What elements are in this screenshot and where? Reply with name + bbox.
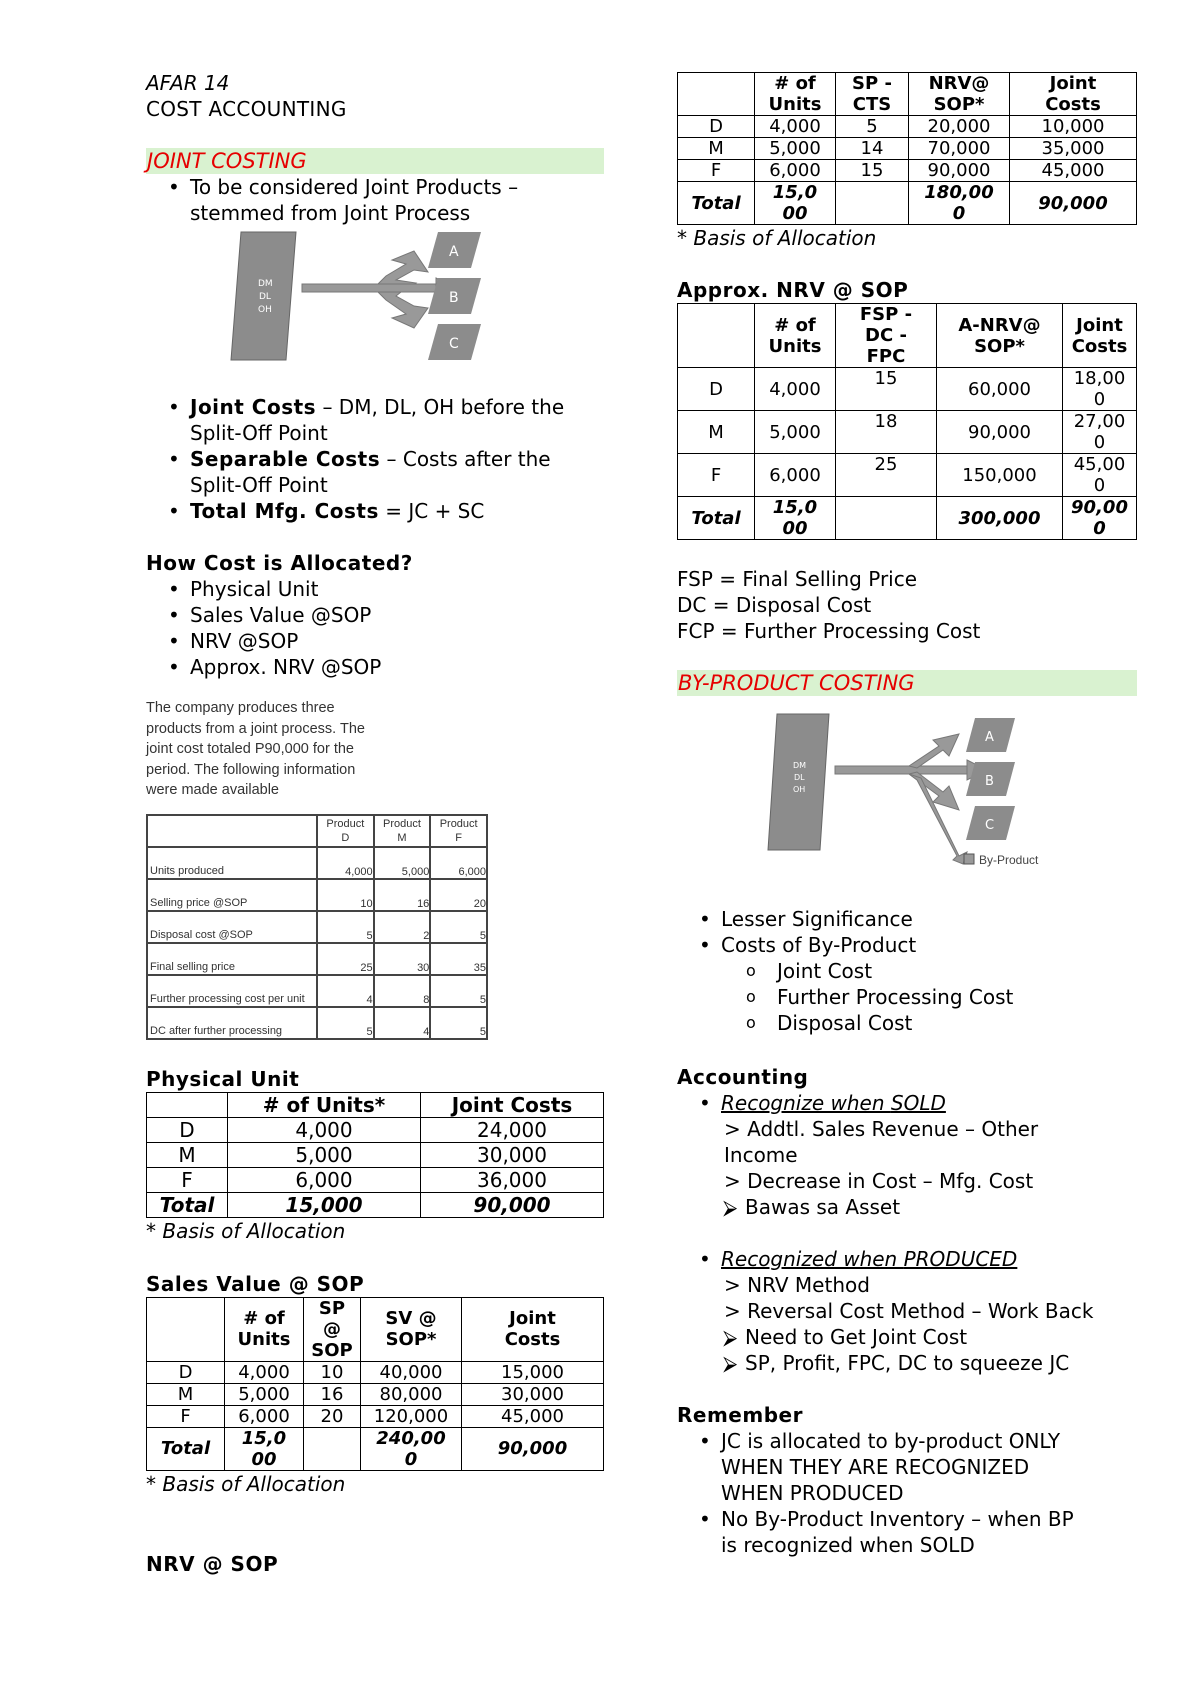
table-cell: 4: [317, 975, 374, 1007]
problem-line: The company produces three: [146, 700, 335, 716]
produced-arrow-line: ⮚ Need to Get Joint Cost: [723, 1325, 968, 1349]
table-row: [147, 1383, 604, 1405]
problem-table: [146, 814, 488, 1040]
table-cell: 25: [836, 454, 937, 497]
definition-term: Joint Costs: [190, 395, 317, 419]
table-cell: 90,000: [909, 160, 1010, 182]
definition-item: [146, 394, 604, 446]
table-cell: 14: [836, 138, 909, 160]
table-cell: 10,000: [1010, 116, 1137, 138]
table-row: [678, 160, 1137, 182]
alloc-methods-list: [146, 576, 604, 680]
split-arrows: [835, 734, 987, 864]
table-cell: 5,000: [755, 138, 836, 160]
list-item: • No By-Product Inventory – when BP is recognized when SOLD: [677, 1506, 1137, 1558]
sales-value-heading: Sales Value @ SOP: [146, 1271, 365, 1296]
table-cell: M: [678, 138, 755, 160]
output-label-c: C: [985, 818, 995, 833]
source-label: DM: [793, 761, 807, 770]
problem-line: were made available: [146, 782, 279, 798]
table-row: [678, 138, 1137, 160]
table-cell: 5,000: [755, 411, 836, 454]
table-cell: 8: [374, 975, 431, 1007]
table-cell: 16: [374, 879, 431, 911]
sales-value-table: [146, 1297, 604, 1471]
table-row: [147, 1167, 604, 1192]
problem-line: joint cost totaled P90,000 for the: [146, 741, 354, 757]
table-row: [147, 1007, 487, 1039]
table-cell: 6,000: [225, 1405, 304, 1427]
source-label: OH: [793, 785, 806, 794]
table-cell: 5,000: [228, 1142, 421, 1167]
definition-text: – DM, DL, OH before the: [316, 395, 565, 419]
col-header: # of Units: [755, 73, 836, 116]
table-cell: M: [147, 1383, 225, 1405]
table-cell: 5: [430, 1007, 487, 1039]
table-row: [678, 411, 1137, 454]
table-cell: 27,00 0: [1063, 411, 1137, 454]
basis-note: * Basis of Allocation: [146, 1471, 346, 1496]
table-cell: 5: [836, 116, 909, 138]
legend-line: DC = Disposal Cost: [677, 593, 872, 617]
col-header: NRV@ SOP*: [909, 73, 1010, 116]
table-cell: 18: [836, 411, 937, 454]
approx-nrv-heading: Approx. NRV @ SOP: [677, 278, 909, 302]
recognize-produced-item: • Recognized when PRODUCED: [677, 1246, 1137, 1272]
page-title: COST ACCOUNTING: [146, 97, 347, 121]
col-header: # of Units: [755, 304, 836, 368]
table-cell: F: [147, 1167, 228, 1192]
list-item: • JC is allocated to by-product ONLY WHEN THEY ARE RECOGNIZED WHEN PRODUCED: [677, 1428, 1137, 1506]
table-cell: 5: [317, 911, 374, 943]
definition-item: [146, 446, 604, 498]
table-cell: 15: [836, 160, 909, 182]
table-cell: 4,000: [755, 116, 836, 138]
nrv-heading: NRV @ SOP: [146, 1551, 279, 1576]
table-cell: Disposal cost @SOP: [147, 911, 317, 943]
left-column: [146, 70, 604, 1577]
table-row: [147, 847, 487, 879]
table-cell: 30,000: [421, 1142, 604, 1167]
problem-statement: [146, 698, 604, 801]
total-row: Total 15,0 00 240,00 0 90,000: [147, 1427, 604, 1470]
sold-arrow-line: ⮚ Bawas sa Asset: [723, 1195, 901, 1219]
table-row: [678, 454, 1137, 497]
definition-term: Separable Costs: [190, 447, 381, 471]
physical-unit-heading: Physical Unit: [146, 1066, 300, 1091]
table-cell: 30: [374, 943, 431, 975]
remember-list: [677, 1428, 1137, 1558]
by-product-label: By-Product: [979, 853, 1039, 867]
table-cell: 6,000: [755, 454, 836, 497]
sold-line: > Addtl. Sales Revenue – Other: [724, 1117, 1039, 1141]
alloc-method: • NRV @SOP: [146, 628, 604, 654]
col-header: A-NRV@ SOP*: [937, 304, 1063, 368]
approx-nrv-table: [677, 303, 1137, 540]
col-header: Joint Costs: [1063, 304, 1137, 368]
table-row: [147, 1361, 604, 1383]
table-cell: 16: [304, 1383, 361, 1405]
table-cell: 5: [430, 911, 487, 943]
list-item: o Joint Cost: [677, 958, 1137, 984]
table-header-row: [147, 1092, 604, 1117]
table-row: [678, 116, 1137, 138]
problem-line: products from a joint process. The: [146, 720, 365, 737]
table-cell: 25: [317, 943, 374, 975]
by-product-box: [964, 854, 974, 864]
table-cell: 80,000: [361, 1383, 462, 1405]
alloc-heading: How Cost is Allocated?: [146, 551, 413, 575]
output-label-a: A: [449, 244, 459, 260]
table-cell: 45,000: [1010, 160, 1137, 182]
table-cell: F: [678, 160, 755, 182]
table-cell: 15,000: [462, 1361, 604, 1383]
output-label-a: A: [985, 730, 994, 745]
table-cell: 5,000: [225, 1383, 304, 1405]
source-label: DM: [258, 279, 273, 289]
table-cell: F: [678, 454, 755, 497]
table-cell: D: [147, 1117, 228, 1142]
col-header: SV @ SOP*: [361, 1297, 462, 1361]
table-cell: 35,000: [1010, 138, 1137, 160]
table-cell: 20: [430, 879, 487, 911]
table-cell: 5: [317, 1007, 374, 1039]
col-header: Joint Costs: [462, 1297, 604, 1361]
definition-item: [146, 498, 604, 524]
sold-line: > Decrease in Cost – Mfg. Cost: [724, 1169, 1034, 1193]
col-header: Joint Costs: [421, 1092, 604, 1117]
table-cell: 35: [430, 943, 487, 975]
table-cell: 6,000: [430, 847, 487, 879]
source-label: OH: [258, 305, 272, 315]
alloc-method: • Physical Unit: [146, 576, 604, 602]
definition-text: = JC + SC: [378, 499, 485, 523]
by-product-cost-list: [677, 958, 1137, 1036]
col-header: # of Units*: [228, 1092, 421, 1117]
table-row: [147, 975, 487, 1007]
definition-text: Split-Off Point: [190, 421, 328, 445]
table-cell: 2: [374, 911, 431, 943]
table-cell: 4,000: [317, 847, 374, 879]
accounting-heading: Accounting: [677, 1065, 809, 1089]
total-row: Total 15,0 00 300,000 90,00 0: [678, 497, 1137, 540]
section-heading-joint-costing: JOINT COSTING: [146, 148, 604, 174]
table-cell: 6,000: [755, 160, 836, 182]
table-cell: M: [147, 1142, 228, 1167]
problem-line: period. The following information: [146, 761, 356, 778]
table-cell: 4,000: [228, 1117, 421, 1142]
table-cell: 6,000: [228, 1167, 421, 1192]
list-item: o Further Processing Cost: [677, 984, 1137, 1010]
table-cell: 4: [374, 1007, 431, 1039]
table-cell: 5: [430, 975, 487, 1007]
col-header: Joint Costs: [1010, 73, 1137, 116]
table-cell: 24,000: [421, 1117, 604, 1142]
table-cell: 18,00 0: [1063, 368, 1137, 411]
definition-text: – Costs after the: [380, 447, 551, 471]
table-cell: F: [147, 1405, 225, 1427]
table-row: [147, 1117, 604, 1142]
table-cell: 40,000: [361, 1361, 462, 1383]
by-product-bullets: [677, 906, 1137, 958]
table-cell: 120,000: [361, 1405, 462, 1427]
table-row: [147, 911, 487, 943]
output-label-b: B: [449, 290, 459, 306]
legend-line: FSP = Final Selling Price: [677, 567, 918, 591]
problem-table-header: [147, 815, 487, 847]
abbrev-legend: [677, 566, 1137, 644]
table-cell: 10: [317, 879, 374, 911]
table-cell: 45,000: [462, 1405, 604, 1427]
table-row: [147, 943, 487, 975]
table-row: [678, 368, 1137, 411]
list-item: o Disposal Cost: [677, 1010, 1137, 1036]
table-cell: 4,000: [225, 1361, 304, 1383]
table-cell: Final selling price: [147, 943, 317, 975]
table-cell: M: [678, 411, 755, 454]
table-cell: 20: [304, 1405, 361, 1427]
list-item: • Lesser Significance: [677, 906, 1137, 932]
problem-col-header: Product M: [374, 815, 431, 847]
course-code: AFAR 14: [146, 71, 230, 95]
problem-col-header: Product F: [430, 815, 487, 847]
definition-term: Total Mfg. Costs: [190, 499, 379, 523]
source-label: DL: [794, 773, 805, 782]
table-cell: D: [678, 368, 755, 411]
basis-note: * Basis of Allocation: [677, 226, 877, 250]
list-item: • Costs of By-Product: [677, 932, 1137, 958]
source-label: DL: [259, 292, 271, 302]
table-cell: Units produced: [147, 847, 317, 879]
definition-text: Split-Off Point: [190, 473, 328, 497]
nrv-table: [677, 72, 1137, 225]
table-cell: 90,000: [937, 411, 1063, 454]
table-cell: D: [147, 1361, 225, 1383]
table-header-row: [678, 304, 1137, 368]
problem-col-header: Product D: [317, 815, 374, 847]
table-cell: 5,000: [374, 847, 431, 879]
table-cell: 10: [304, 1361, 361, 1383]
alloc-method: • Approx. NRV @SOP: [146, 654, 604, 680]
remember-heading: Remember: [677, 1403, 803, 1427]
table-cell: 30,000: [462, 1383, 604, 1405]
table-header-row: [678, 73, 1137, 116]
col-header: SP - CTS: [836, 73, 909, 116]
section-heading-by-product: BY-PRODUCT COSTING: [677, 670, 1137, 696]
output-label-c: C: [449, 336, 459, 352]
table-row: [147, 1142, 604, 1167]
sold-line: Income: [724, 1143, 798, 1167]
definitions-list: [146, 394, 604, 524]
joint-process-block: [768, 714, 829, 850]
produced-line: > NRV Method: [724, 1273, 870, 1297]
col-header: SP @ SOP: [304, 1297, 361, 1361]
table-row: [147, 1405, 604, 1427]
table-cell: DC after further processing: [147, 1007, 317, 1039]
table-cell: 45,00 0: [1063, 454, 1137, 497]
table-cell: 4,000: [755, 368, 836, 411]
physical-unit-table: [146, 1092, 604, 1218]
output-label-b: B: [985, 774, 994, 789]
by-product-diagram: [677, 706, 1137, 886]
table-cell: 70,000: [909, 138, 1010, 160]
joint-process-diagram: [146, 226, 604, 376]
basis-note: * Basis of Allocation: [146, 1218, 346, 1243]
right-column: [677, 72, 1137, 1558]
col-header: FSP - DC - FPC: [836, 304, 937, 368]
table-cell: 36,000: [421, 1167, 604, 1192]
alloc-method: • Sales Value @SOP: [146, 602, 604, 628]
table-row: [147, 879, 487, 911]
total-row: Total 15,000 90,000: [147, 1192, 604, 1217]
col-header: # of Units: [225, 1297, 304, 1361]
table-cell: Further processing cost per unit: [147, 975, 317, 1007]
table-cell: 150,000: [937, 454, 1063, 497]
recognize-sold-item: • Recognize when SOLD: [677, 1090, 1137, 1116]
table-header-row: [147, 1297, 604, 1361]
bullet-joint-products: [146, 174, 604, 226]
total-row: Total 15,0 00 180,00 0 90,000: [678, 182, 1137, 225]
bullet-line: • To be considered Joint Products –: [190, 175, 519, 199]
table-cell: 60,000: [937, 368, 1063, 411]
table-cell: D: [678, 116, 755, 138]
bullet-line: stemmed from Joint Process: [190, 201, 471, 225]
table-cell: Selling price @SOP: [147, 879, 317, 911]
produced-line: > Reversal Cost Method – Work Back: [724, 1299, 1094, 1323]
produced-arrow-line: ⮚ SP, Profit, FPC, DC to squeeze JC: [723, 1351, 1070, 1375]
legend-line: FCP = Further Processing Cost: [677, 619, 981, 643]
table-cell: 20,000: [909, 116, 1010, 138]
table-cell: 15: [836, 368, 937, 411]
